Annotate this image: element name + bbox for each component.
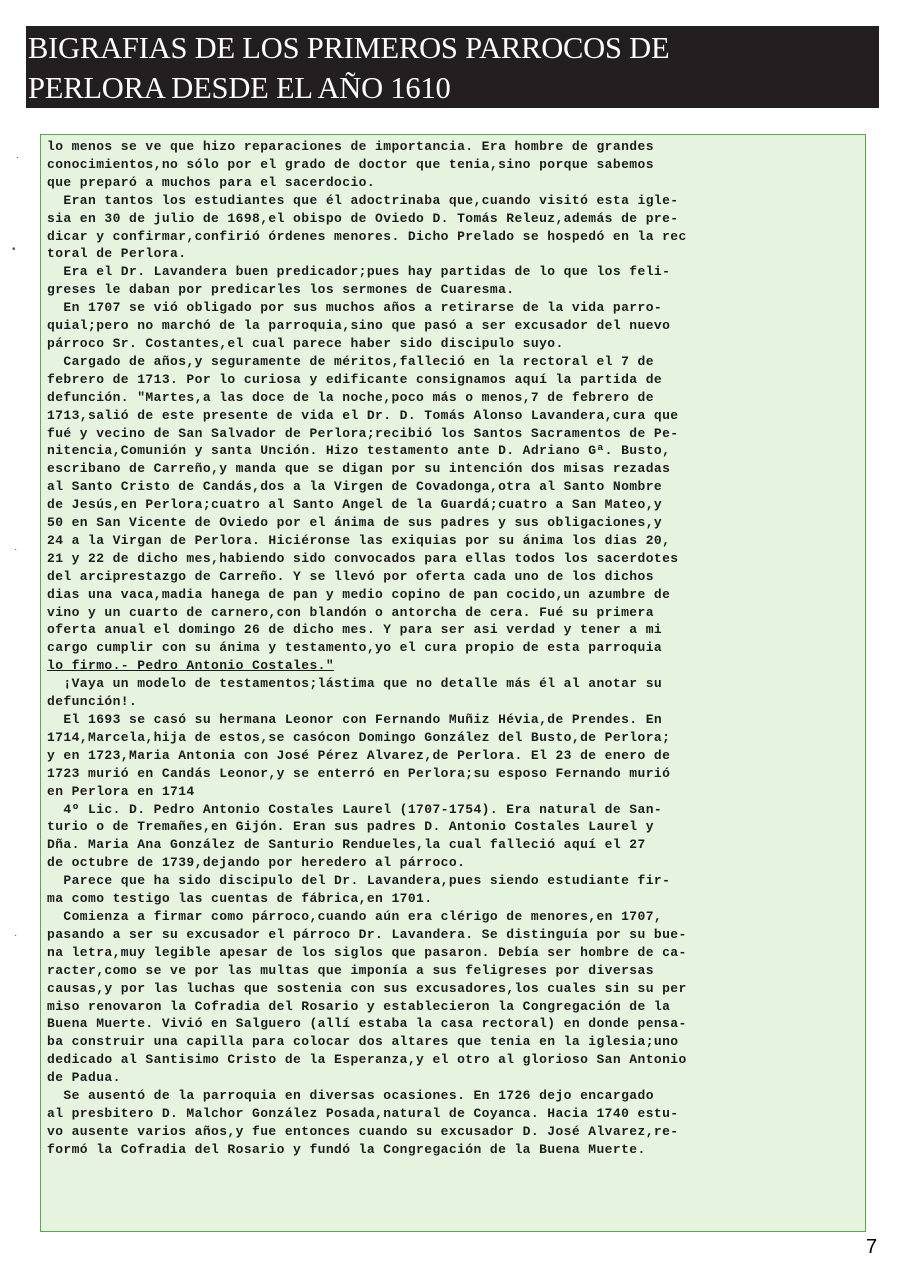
text-line: quial;pero no marchó de la parroquia,sino que pasó a ser excusador del nuevo xyxy=(47,318,671,334)
text-line: del arciprestazgo de Carreño. Y se llevó por oferta cada uno de los dichos xyxy=(47,568,654,584)
text-line: 50 en San Vicente de Oviedo por el ánima de sus padres y sus obligaciones,y xyxy=(47,515,663,531)
text-line: 1723 murió en Candás Leonor,y se enterró en Perlora;su esposo Fernando murió xyxy=(47,765,671,781)
text-line: turio o de Tremañes,en Gijón. Eran sus padres D. Antonio Costales Laurel y xyxy=(47,819,654,835)
text-line: Cargado de años,y seguramente de méritos,falleció en la rectoral el 7 de xyxy=(47,353,654,369)
text-line: 4º Lic. D. Pedro Antonio Costales Laurel (1707-1754). Era natural de San- xyxy=(47,801,663,817)
text-line: ba construir una capilla para colocar dos altares que tenia en la iglesia;uno xyxy=(47,1034,679,1050)
text-line: lo menos se ve que hizo reparaciones de importancia. Era hombre de grandes xyxy=(47,139,654,154)
text-line: de octubre de 1739,dejando por heredero al párroco. xyxy=(47,855,466,871)
text-line: párroco Sr. Costantes,el cual parece haber sido discipulo suyo. xyxy=(47,335,564,351)
text-line: causas,y por las luchas que sostenia con sus excusadores,los cuales sin su per xyxy=(47,980,687,996)
text-line: Comienza a firmar como párroco,cuando aún era clérigo de menores,en 1707, xyxy=(47,908,663,924)
text-line: pasando a ser su excusador el párroco Dr. Lavandera. Se distinguía por su bue- xyxy=(47,926,687,942)
text-line: vo ausente varios años,y fue entonces cuando su excusador D. José Alvarez,re- xyxy=(47,1123,679,1139)
text-line: que preparó a muchos para el sacerdocio. xyxy=(47,174,376,190)
title-line-1: BIGRAFIAS DE LOS PRIMEROS PARROCOS DE xyxy=(28,31,670,65)
text-line: oferta anual el domingo 26 de dicho mes. Y para ser asi verdad y tener a mi xyxy=(47,622,663,638)
text-line: conocimientos,no sólo por el grado de doctor que tenia,sino porque sabemos xyxy=(47,156,654,172)
text-line: escribano de Carreño,y manda que se digan por su intención dos misas rezadas xyxy=(47,461,671,477)
text-line: nitencia,Comunión y santa Unción. Hizo testamento ante D. Adriano Gª. Busto, xyxy=(47,443,671,459)
text-line: al Santo Cristo de Candás,dos a la Virgen de Covadonga,otra al Santo Nombre xyxy=(47,479,663,495)
text-line: 1714,Marcela,hija de estos,se casócon Domingo González del Busto,de Perlora; xyxy=(47,729,671,745)
text-line: 24 a la Virgan de Perlora. Hiciéronse las exiquias por su ánima los dias 20, xyxy=(47,532,671,548)
text-line: Se ausentó de la parroquia en diversas ocasiones. En 1726 dejo encargado xyxy=(47,1088,654,1104)
text-line: Era el Dr. Lavandera buen predicador;pues hay partidas de lo que los feli- xyxy=(47,264,671,280)
text-line: Dña. Maria Ana González de Santurio Rendueles,la cual falleció aquí el 27 xyxy=(47,837,646,853)
text-line: de Jesús,en Perlora;cuatro al Santo Angel de la Guardá;cuatro a San Mateo,y xyxy=(47,497,663,513)
scan-speck: · xyxy=(16,152,20,163)
text-line: lo firmo.- Pedro Antonio Costales." xyxy=(47,658,335,674)
text-line: fué y vecino de San Salvador de Perlora;recibió los Santos Sacramentos de Pe- xyxy=(47,425,679,441)
text-line: cargo cumplir con su ánima y testamento,yo el cura propio de esta parroquia xyxy=(47,640,663,656)
text-line: de Padua. xyxy=(47,1070,121,1086)
page-number: 7 xyxy=(866,1236,878,1258)
text-line: ma como testigo las cuentas de fábrica,en 1701. xyxy=(47,891,433,907)
title-line-2: PERLORA DESDE EL AÑO 1610 xyxy=(28,71,451,105)
text-line: en Perlora en 1714 xyxy=(47,783,195,799)
text-line: vino y un cuarto de carnero,con blandón o antorcha de cera. Fué su primera xyxy=(47,604,654,620)
text-line: El 1693 se casó su hermana Leonor con Fernando Muñiz Hévia,de Prendes. En xyxy=(47,712,663,727)
text-line: En 1707 se vió obligado por sus muchos años a retirarse de la vida parro- xyxy=(47,300,663,316)
text-line: defunción!. xyxy=(47,694,138,710)
text-line: dicar y confirmar,confirió órdenes menores. Dicho Prelado se hospedó en la rec xyxy=(47,228,687,244)
text-line: febrero de 1713. Por lo curiosa y edificante consignamos aquí la partida de xyxy=(47,371,663,387)
text-line: Buena Muerte. Vivió en Salguero (allí estaba la casa rectoral) en donde pensa- xyxy=(47,1016,687,1032)
text-line: 21 y 22 de dicho mes,habiendo sido convocados para ellas todos los sacerdotes xyxy=(47,550,679,566)
text-line: al presbitero D. Malchor González Posada,natural de Coyanca. Hacia 1740 estu- xyxy=(47,1105,679,1121)
text-line: y en 1723,Maria Antonia con José Pérez Alvarez,de Perlora. El 23 de enero de xyxy=(47,747,671,763)
text-line: sia en 30 de julio de 1698,el obispo de Oviedo D. Tomás Releuz,además de pre- xyxy=(47,210,679,226)
text-line: defunción. "Martes,a las doce de la noche,poco más o menos,7 de febrero de xyxy=(47,389,654,405)
text-line: Eran tantos los estudiantes que él adoctrinaba que,cuando visitó esta igle- xyxy=(47,192,679,208)
text-line: dias una vaca,madia hanega de pan y medio copino de pan cocido,un azumbre de xyxy=(47,586,671,602)
text-line: racter,como se ve por las multas que imponía a sus feligreses por diversas xyxy=(47,962,654,978)
text-line: greses le daban por predicarles los sermones de Cuaresma. xyxy=(47,282,515,298)
scanned-typewritten-page xyxy=(40,134,866,1232)
scan-speck: · xyxy=(14,544,18,555)
text-line: dedicado al Santisimo Cristo de la Esperanza,y el otro al glorioso San Antonio xyxy=(47,1052,687,1068)
text-line: ¡Vaya un modelo de testamentos;lástima que no detalle más él al anotar su xyxy=(47,676,663,692)
text-line: toral de Perlora. xyxy=(47,246,187,262)
text-line: Parece que ha sido discipulo del Dr. Lavandera,pues siendo estudiante fir- xyxy=(47,873,671,889)
text-line: formó la Cofradia del Rosario y fundó la Congregación de la Buena Muerte. xyxy=(47,1141,646,1157)
scan-speck: · xyxy=(14,930,18,941)
text-line: 1713,salió de este presente de vida el Dr. D. Tomás Alonso Lavandera,cura que xyxy=(47,407,679,423)
text-line: miso renovaron la Cofradia del Rosario y establecieron la Congregación de la xyxy=(47,998,671,1014)
text-line: na letra,muy legible apesar de los siglos que pasaron. Debía ser hombre de ca- xyxy=(47,944,687,960)
page-title xyxy=(26,26,879,108)
scan-speck: • xyxy=(12,244,16,255)
